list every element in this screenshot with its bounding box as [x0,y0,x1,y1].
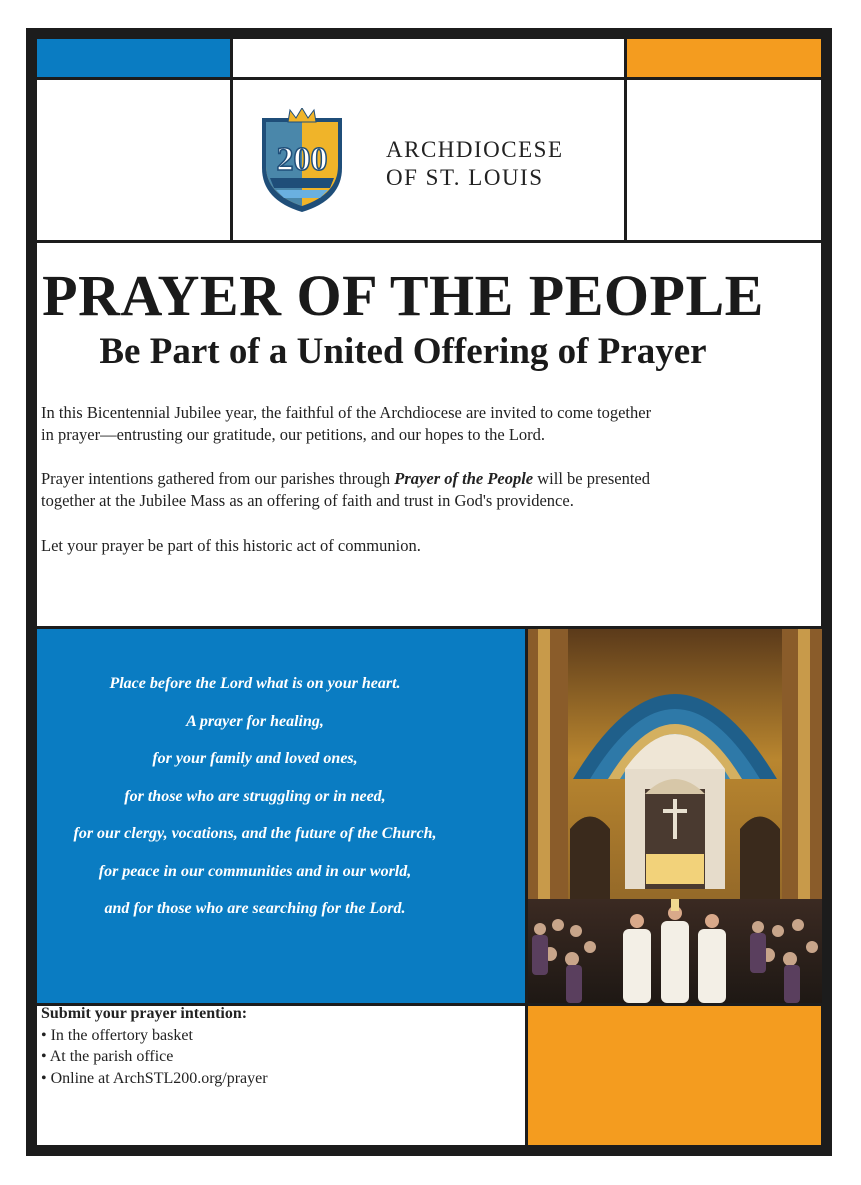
page-title: PRAYER OF THE PEOPLE [42,263,764,328]
intro-p1-line2: in prayer—entrusting our gratitude, our petitions, and our hopes to the Lord. [41,425,546,444]
org-name-line1: ARCHDIOCESE [386,137,564,162]
submit-option-office: • At the parish office [41,1048,174,1065]
top-right-orange-block [627,39,821,77]
petition-line: A prayer for healing, [186,712,324,730]
program-name-emphasis: Prayer of the People [394,469,534,488]
petition-line: for those who are struggling or in need, [124,787,386,805]
petition-line: for our clergy, vocations, and the future of the Church, [73,825,437,842]
petition-line: and for those who are searching for the Lord. [104,900,406,917]
petition-line: for your family and loved ones, [152,750,358,767]
organization-name [386,136,564,192]
intro-p2-post: will be presented [533,469,650,488]
submit-heading: Submit your prayer intention: [41,1005,248,1022]
intro-p2-pre: Prayer intentions gathered from our parishes through [41,469,395,488]
shield-200-emblem-icon [260,108,344,212]
svg-text:200: 200 [276,141,328,178]
submit-option-basket: • In the offertory basket [41,1026,193,1044]
intro-p1-line1: In this Bicentennial Jubilee year, the faithful of the Archdiocese are invited to come together [41,403,652,422]
top-center-white-block [233,39,624,77]
petition-line: Place before the Lord what is on your heart. [109,675,401,692]
right-white-block [627,80,821,240]
intro-paragraph-1 [41,402,781,446]
org-name-line2: OF ST. LOUIS [386,165,544,190]
top-left-blue-block [37,39,230,77]
petition-line: for peace in our communities and in our world, [98,862,412,880]
intro-paragraph-3: Let your prayer be part of this historic act of communion. [41,536,421,555]
submit-option-online: • Online at ArchSTL200.org/prayer [41,1069,268,1087]
archdiocese-logo [260,108,600,218]
left-white-block [37,80,230,240]
petition-list [12,665,498,928]
intro-paragraph-2 [41,468,781,512]
intro-p2-line2: together at the Jubilee Mass as an offering of faith and trust in God's providence. [41,491,574,510]
bottom-right-orange-block [528,1006,821,1145]
page-subtitle: Be Part of a United Offering of Prayer [99,331,707,372]
submit-instructions [41,1003,268,1089]
cathedral-interior-image [528,629,822,1003]
